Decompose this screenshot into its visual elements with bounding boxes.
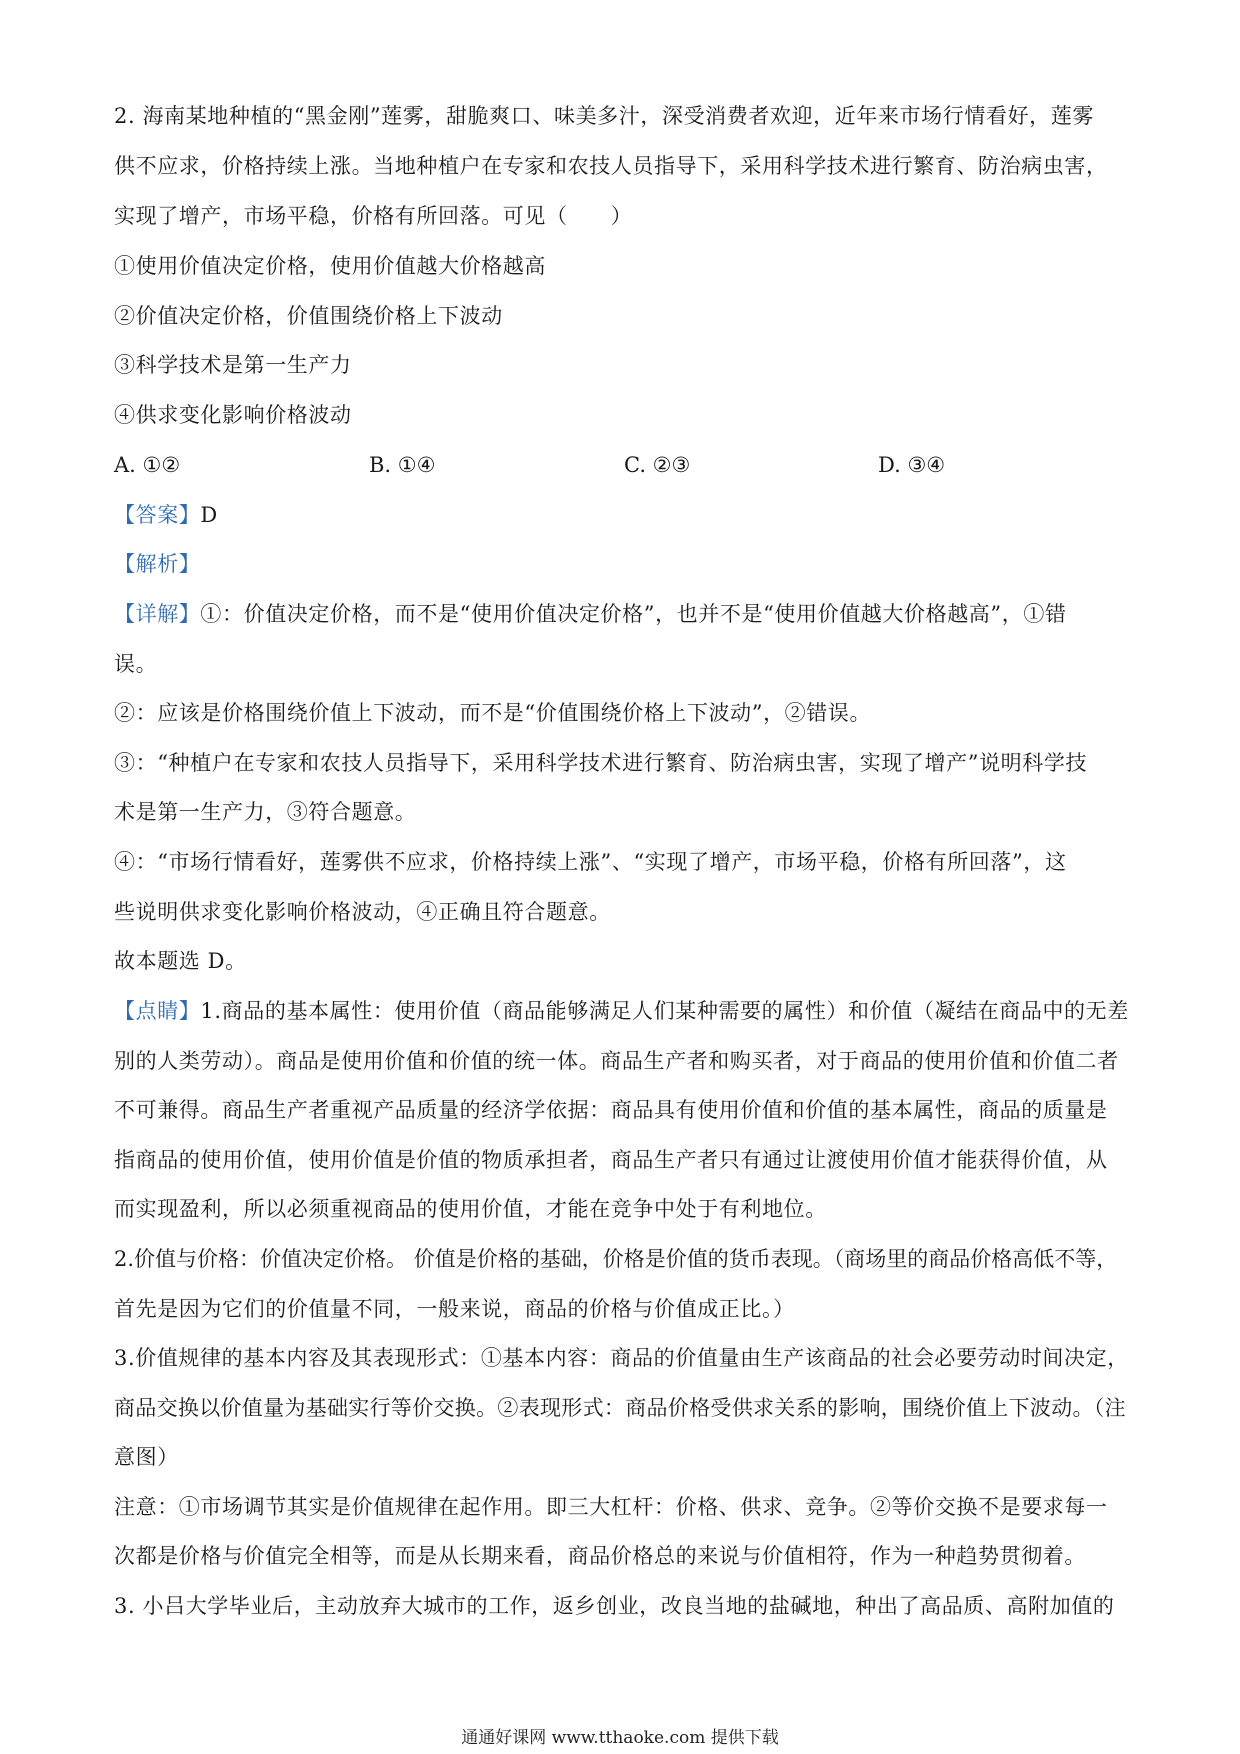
- question-stem-line: 2. 海南某地种植的“黑金刚”莲雾，甜脆爽口、味美多汁，深受消费者欢迎，近年来市场行情看好，莲雾: [114, 104, 1094, 128]
- detail-line: ②：应该是价格围绕价值上下波动，而不是“价值围绕价格上下波动”，②错误。: [114, 701, 872, 725]
- statement-3: ③科学技术是第一生产力: [114, 353, 352, 377]
- tips-line: 而实现盈利，所以必须重视商品的使用价值，才能在竞争中处于有利地位。: [114, 1197, 827, 1221]
- tips-line: 意图）: [114, 1445, 179, 1469]
- tips-line: 别的人类劳动）。商品是使用价值和价值的统一体。商品生产者和购买者，对于商品的使用价值和价值二者: [114, 1049, 1119, 1073]
- answer-line: 【答案】D: [114, 503, 218, 527]
- option-a: A. ①②: [114, 453, 181, 477]
- question-stem-line: 3. 小吕大学毕业后，主动放弃大城市的工作，返乡创业，改良当地的盐碱地，种出了高品质、高附加值的: [114, 1594, 1115, 1618]
- detail-line: 故本题选 D。: [114, 949, 247, 973]
- detail-line: 【详解】①：价值决定价格，而不是“使用价值决定价格”，也并不是“使用价值越大价格越高”，①错: [114, 602, 1067, 626]
- detail-line: ④：“市场行情看好，莲雾供不应求，价格持续上涨”、“实现了增产，市场平稳，价格有所回落”，这: [114, 850, 1067, 874]
- option-d: D. ③④: [878, 453, 946, 477]
- tips-line: 不可兼得。商品生产者重视产品质量的经济学依据：商品具有使用价值和价值的基本属性，商品的质量是: [114, 1098, 1108, 1122]
- tips-line: 首先是因为它们的价值量不同，一般来说，商品的价格与价值成正比。）: [114, 1297, 795, 1321]
- tips-line: 次都是价格与价值完全相等，而是从长期来看，商品价格总的来说与价值相符，作为一种趋势贯彻着。: [114, 1544, 1086, 1568]
- analysis-label: 【解析】: [114, 552, 201, 576]
- question-stem-line: 实现了增产，市场平稳，价格有所回落。可见（ ）: [114, 204, 633, 228]
- detail-line: 些说明供求变化影响价格波动，④正确且符合题意。: [114, 900, 611, 924]
- statement-2: ②价值决定价格，价值围绕价格上下波动: [114, 304, 503, 328]
- detail-line: 术是第一生产力，③符合题意。: [114, 800, 417, 824]
- statement-4: ④供求变化影响价格波动: [114, 403, 352, 427]
- tips-line: 3.价值规律的基本内容及其表现形式：①基本内容：商品的价值量由生产该商品的社会必要劳动时间决定，: [114, 1346, 1129, 1370]
- tips-line: 商品交换以价值量为基础实行等价交换。②表现形式：商品价格受供求关系的影响，围绕价值上下波动。（注: [114, 1396, 1126, 1420]
- detail-line: ③：“种植户在专家和农技人员指导下，采用科学技术进行繁育、防治病虫害，实现了增产”说明科学技: [114, 751, 1088, 775]
- tips-line: 【点睛】1.商品的基本属性：使用价值（商品能够满足人们某种需要的属性）和价值（凝结在商品中的无差: [114, 999, 1129, 1023]
- tips-line: 注意：①市场调节其实是价值规律在起作用。即三大杠杆：价格、供求、竞争。②等价交换不是要求每一: [114, 1495, 1108, 1519]
- tips-line: 指商品的使用价值，使用价值是价值的物质承担者，商品生产者只有通过让渡使用价值才能获得价值，从: [114, 1148, 1108, 1172]
- option-c: C. ②③: [624, 453, 691, 477]
- question-stem-line: 供不应求，价格持续上涨。当地种植户在专家和农技人员指导下，采用科学技术进行繁育、防治病虫害，: [114, 154, 1108, 178]
- option-b: B. ①④: [369, 453, 436, 477]
- statement-1: ①使用价值决定价格，使用价值越大价格越高: [114, 254, 546, 278]
- tips-line: 2.价值与价格：价值决定价格。 价值是价格的基础，价格是价值的货币表现。（商场里的商品价格高低不等，: [114, 1247, 1118, 1271]
- detail-line: 误。: [114, 652, 158, 676]
- page-footer: 通通好课网 www.tthaoke.com 提供下载: [461, 1728, 779, 1748]
